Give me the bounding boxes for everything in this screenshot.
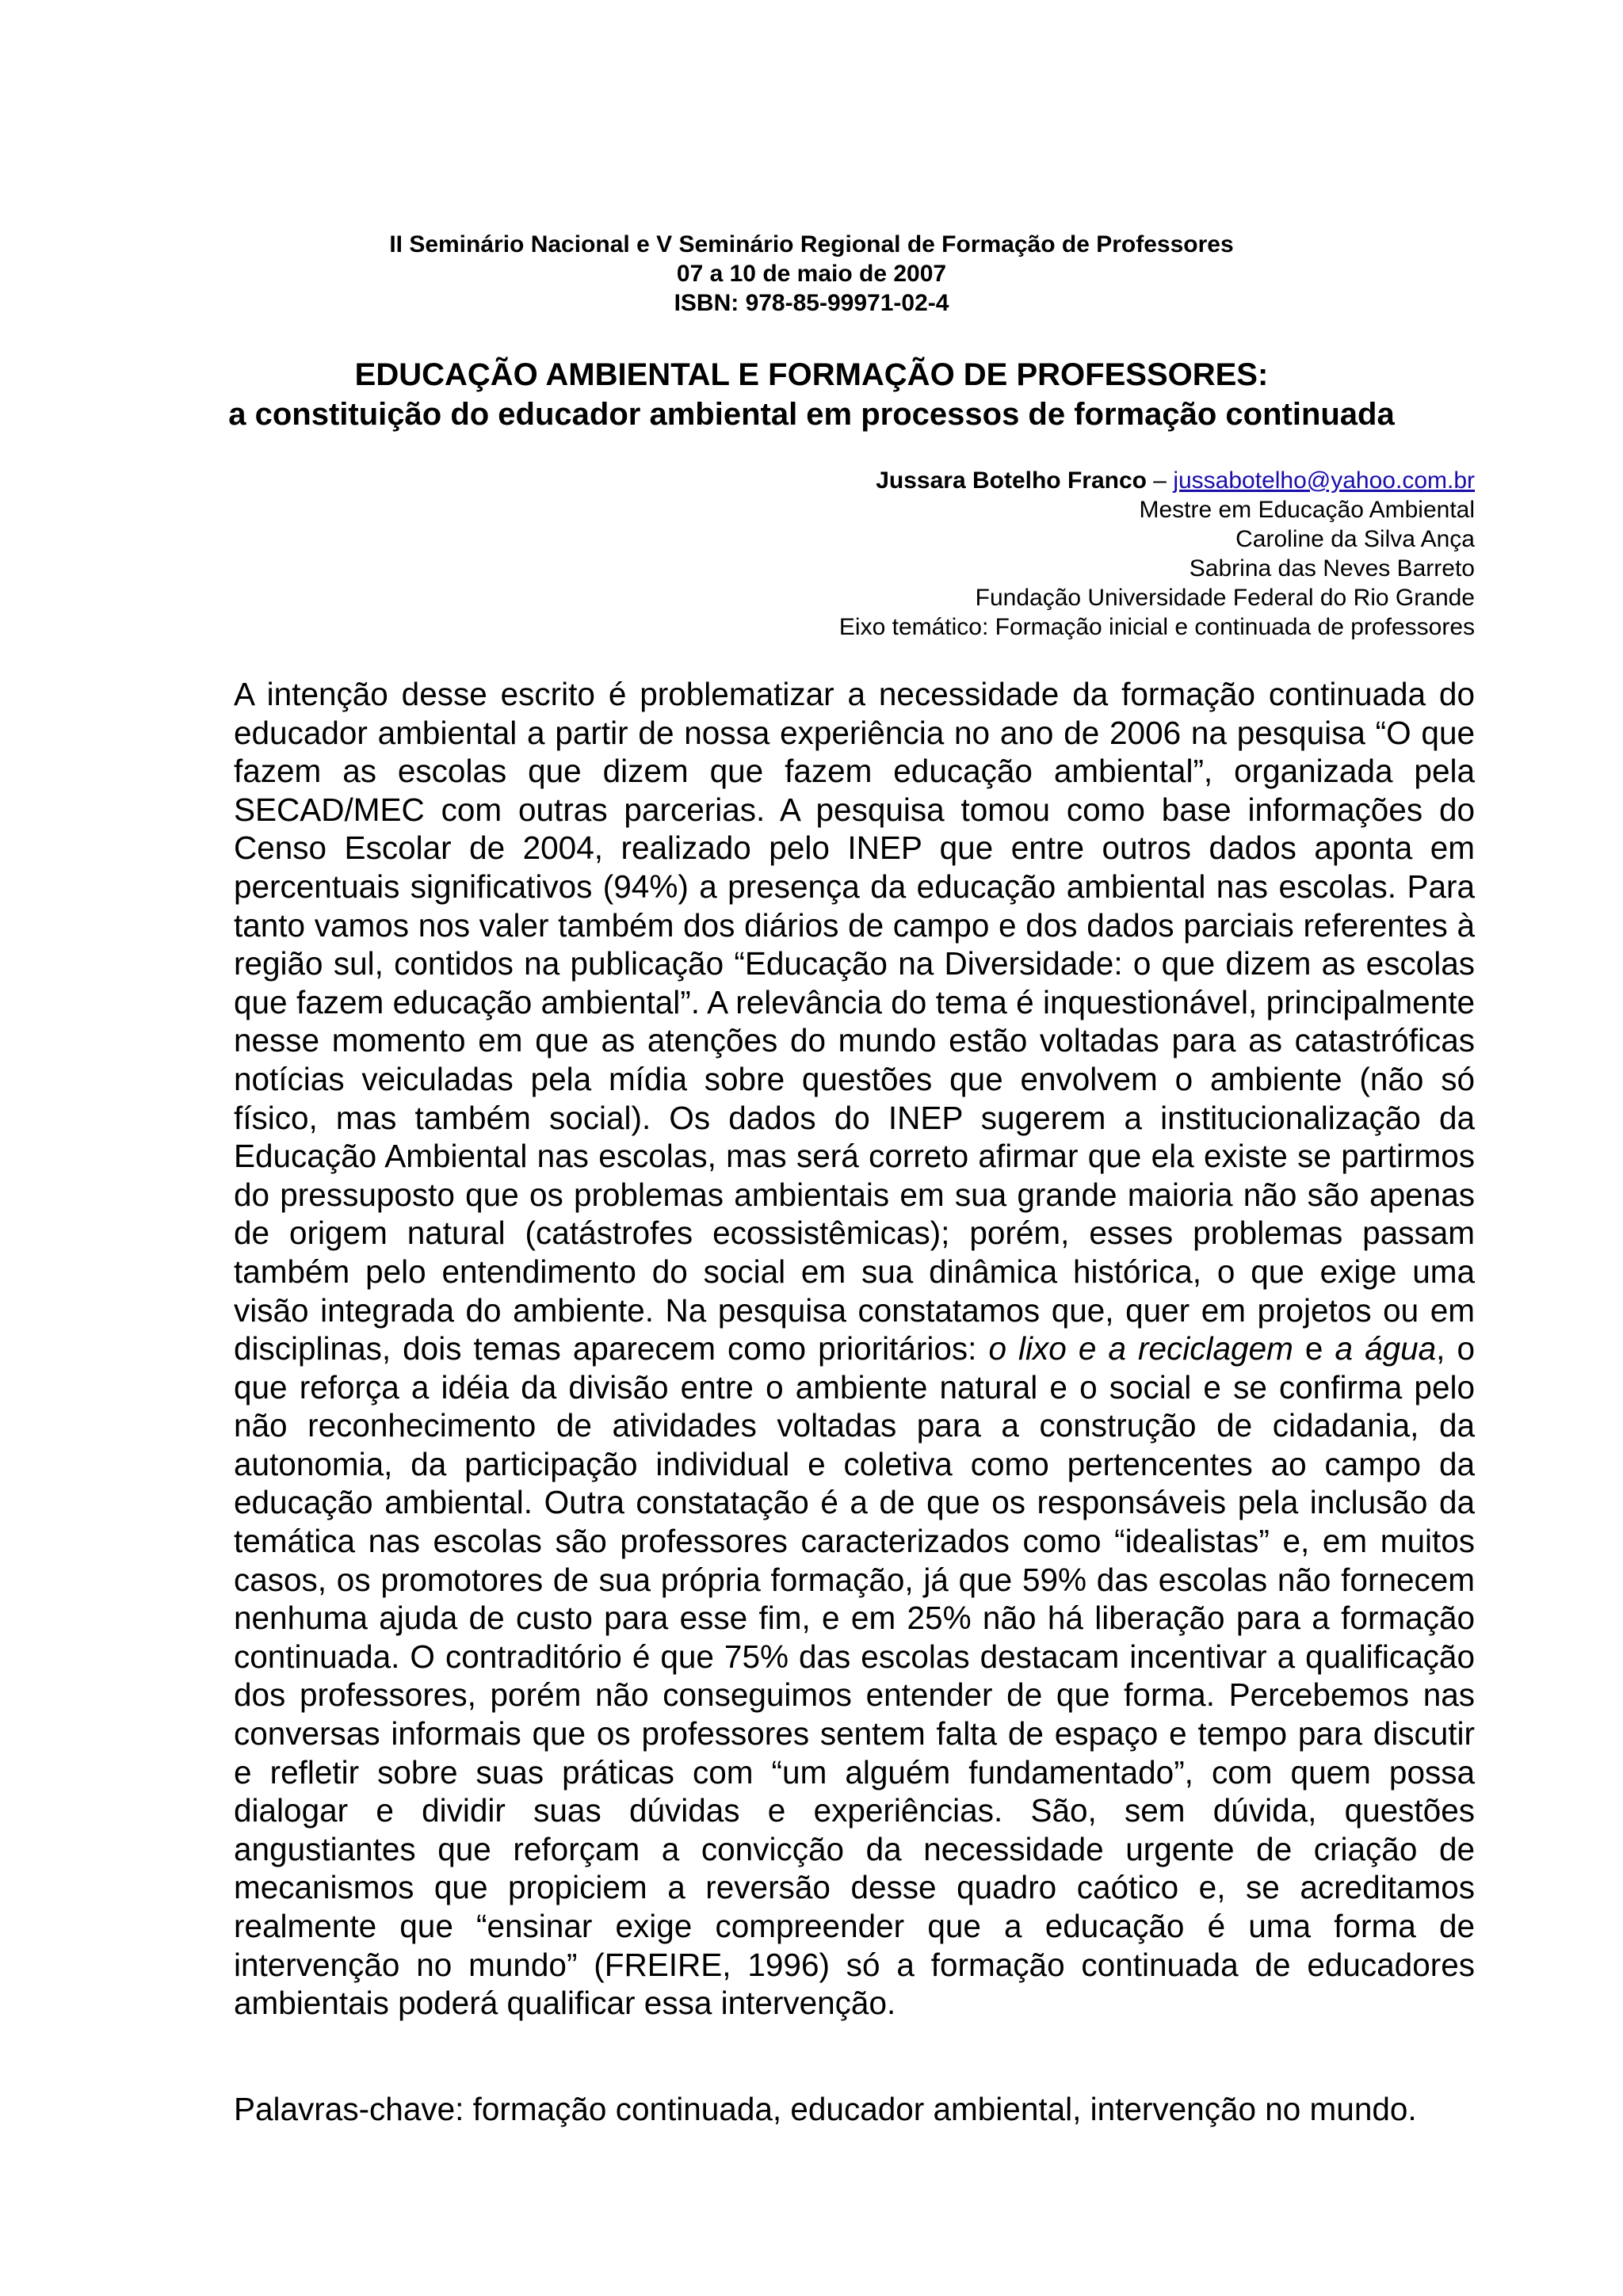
abstract-text-part2: e (1293, 1330, 1335, 1367)
abstract-italic-1: o lixo e a reciclagem (988, 1330, 1293, 1367)
abstract-italic-2: a água (1335, 1330, 1437, 1367)
coauthor-name: Sabrina das Neves Barreto (1189, 555, 1475, 582)
keywords-line: Palavras-chave: formação continuada, educador ambiental, intervenção no mundo. (234, 2091, 1417, 2127)
conference-dates: 07 a 10 de maio de 2007 (676, 261, 947, 287)
institution: Fundação Universidade Federal do Rio Grande (975, 585, 1475, 611)
lead-author-degree: Mestre em Educação Ambiental (1139, 497, 1475, 523)
author-block (286, 466, 1475, 642)
lead-author-name: Jussara Botelho Franco (876, 467, 1147, 494)
theme-axis: Eixo temático: Formação inicial e continuada de professores (838, 614, 1475, 640)
author-separator: – (1146, 467, 1174, 494)
lead-author-line (286, 466, 1475, 495)
abstract-paragraph (234, 675, 1475, 2023)
coauthor-name: Caroline da Silva Ança (1235, 526, 1475, 552)
title-subtitle: a constituição do educador ambiental em processos de formação continuada (228, 397, 1395, 432)
paper-title (0, 355, 1623, 434)
conference-name: II Seminário Nacional e V Seminário Regional de Formação de Professores (389, 231, 1234, 257)
title-main: EDUCAÇÃO AMBIENTAL E FORMAÇÃO DE PROFESSORES: (354, 357, 1269, 392)
abstract-text-part3: , o que reforça a idéia da divisão entre o ambiente natural e o social e se confirma pelo não reconhecimento de atividades voltadas para a construção de cidadania, da autonomia, da participação individual e coletiva como pertencentes ao campo da educação ambiental. Outra constatação é a de que os responsáveis pela inclusão da temática nas escolas são professores caracterizados como “idealistas” e, em muitos casos, os promotores de sua própria formação, já que 59% das escolas não fornecem nenhuma ajuda de custo para esse fim, e em 25% não há liberação para a formação continuada. O contraditório é que 75% das escolas destacam incentivar a qualificação dos professores, porém não conseguimos entender de que forma. Percebemos nas conversas informais que os professores sentem falta de espaço e tempo para discutir e refletir sobre suas práticas com “um alguém fundamentado”, com quem possa dialogar e dividir suas dúvidas e experiências. São, sem dúvida, questões angustiantes que reforçam a convicção da necessidade urgente de criação de mecanismos que propiciem a reversão desse quadro caótico e, se acreditamos realmente que “ensinar exige compreender que a educação é uma forma de intervenção no mundo” (FREIRE, 1996) só a formação continuada de educadores ambientais poderá qualificar essa intervenção. (234, 1330, 1476, 2022)
conference-header (0, 230, 1623, 318)
author-email-link[interactable]: jussabotelho@yahoo.com.br (1173, 467, 1475, 494)
conference-isbn: ISBN: 978-85-99971-02-4 (674, 290, 949, 316)
abstract-text-part1: A intenção desse escrito é problematizar a necessidade da formação continuada do educador ambiental a partir de nossa experiência no ano de 2006 na pesquisa “O que fazem as escolas que dizem que fazem educação ambiental”, organizada pela SECAD/MEC com outras parcerias. A pesquisa tomou como base informações do Censo Escolar de 2004, realizado pelo INEP que entre outros dados aponta em percentuais significativos (94%) a presença da educação ambiental nas escolas. Para tanto vamos nos valer também dos diários de campo e dos dados parciais referentes à região sul, contidos na publicação “Educação na Diversidade: o que dizem as escolas que fazem educação ambiental”. A relevância do tema é inquestionável, principalmente nesse momento em que as atenções do mundo estão voltadas para as catastróficas notícias veiculadas pela mídia sobre questões que envolvem o ambiente (não só físico, mas também social). Os dados do INEP sugerem a institucionalização da Educação Ambiental nas escolas, mas será correto afirmar que ela existe se partirmos do pressuposto que os problemas ambientais em sua grande maioria não são apenas de origem natural (catástrofes ecossistêmicas); porém, esses problemas passam também pelo entendimento do social em sua dinâmica histórica, o que exige uma visão integrada do ambiente. Na pesquisa constatamos que, quer em projetos ou em disciplinas, dois temas aparecem como prioritários: (234, 676, 1475, 1367)
